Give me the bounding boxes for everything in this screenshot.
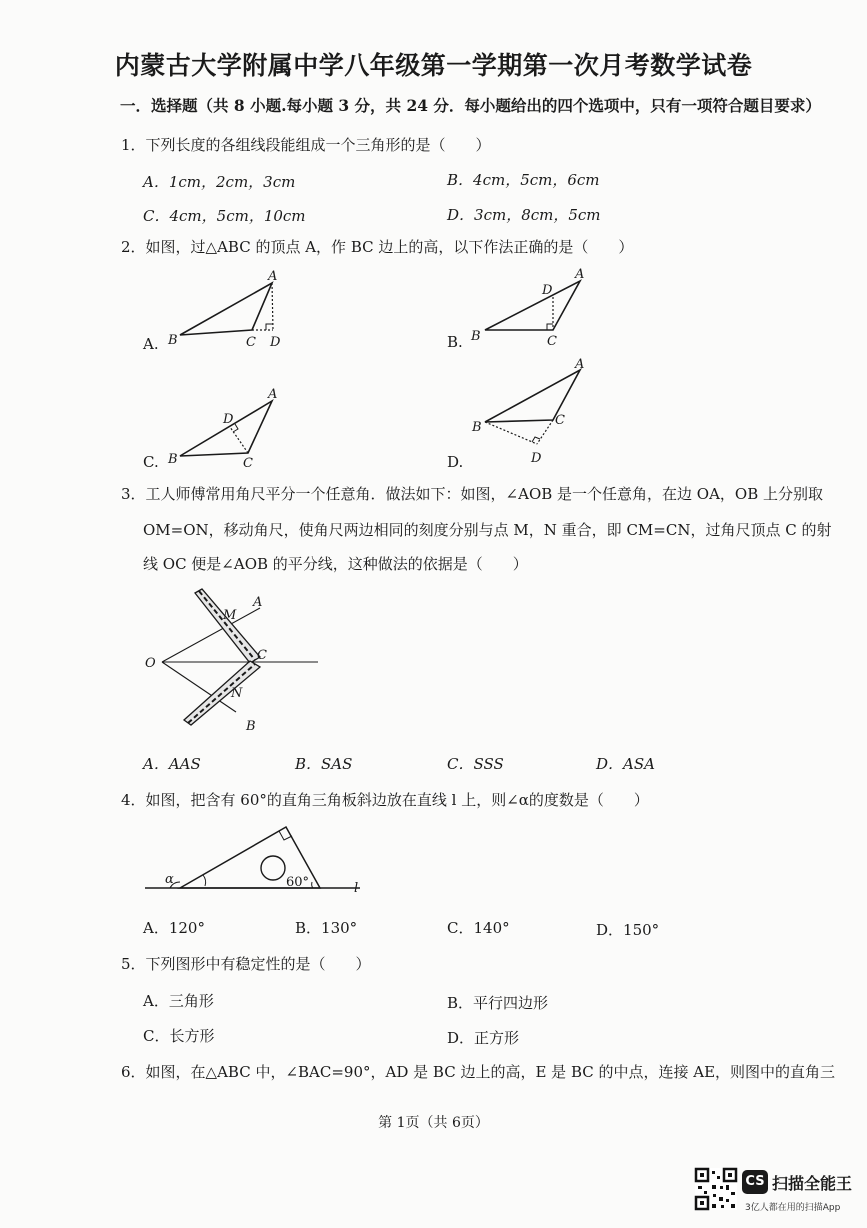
label-C: C bbox=[547, 334, 557, 349]
camscanner-name: 扫描全能王 bbox=[772, 1174, 853, 1193]
question-1-option-b: B．4cm，5cm，6cm bbox=[447, 171, 600, 189]
label-C: C bbox=[257, 648, 267, 663]
question-2-option-d: D. bbox=[447, 453, 464, 471]
question-3-option-c: C．SSS bbox=[447, 755, 504, 773]
page-footer: 第 1页（共 6页） bbox=[378, 1115, 489, 1131]
question-3-option-b: B．SAS bbox=[295, 755, 353, 773]
label-D: D bbox=[270, 335, 281, 350]
label-C: C bbox=[243, 456, 253, 471]
question-1-option-a: A．1cm，2cm，3cm bbox=[143, 173, 296, 191]
qr-code-icon bbox=[695, 1168, 737, 1210]
question-2-option-c: C. bbox=[143, 453, 159, 471]
figure-q2-a bbox=[160, 265, 300, 350]
figure-q2-d bbox=[465, 358, 605, 468]
question-4-option-a: A．120° bbox=[143, 919, 205, 937]
question-2-option-a: A. bbox=[143, 335, 159, 353]
label-B: B bbox=[472, 420, 482, 435]
label-C: C bbox=[555, 413, 565, 428]
figure-q2-c bbox=[160, 383, 300, 471]
label-B: B bbox=[471, 329, 481, 344]
label-A: A bbox=[268, 269, 278, 284]
label-line-l: l bbox=[354, 881, 359, 896]
label-A: A bbox=[253, 595, 263, 610]
label-alpha: α bbox=[165, 872, 174, 887]
question-4-stem: 4．如图，把含有 60°的直角三角板斜边放在直线 l 上，则∠α的度数是（ ） bbox=[121, 791, 649, 809]
question-5-option-a: A．三角形 bbox=[143, 992, 214, 1010]
figure-q2-b bbox=[465, 263, 605, 348]
question-1-option-c: C．4cm，5cm，10cm bbox=[143, 207, 306, 225]
label-N: N bbox=[231, 686, 243, 701]
question-5-option-d: D．正方形 bbox=[447, 1029, 520, 1047]
question-3-option-d: D．ASA bbox=[596, 755, 655, 773]
question-5-option-b: B．平行四边形 bbox=[447, 994, 549, 1012]
question-5-option-c: C．长方形 bbox=[143, 1027, 215, 1045]
figure-q4-set-square bbox=[140, 820, 380, 900]
question-1-stem: 1．下列长度的各组线段能组成一个三角形的是（ ） bbox=[121, 136, 491, 154]
label-B: B bbox=[168, 333, 178, 348]
label-B: B bbox=[246, 719, 256, 734]
question-6-stem: 6．如图，在△ABC 中，∠BAC=90°，AD 是 BC 边上的高，E 是 BC 的中点，连接 AE，则图中的直角三 bbox=[121, 1063, 836, 1081]
question-2-stem: 2．如图，过△ABC 的顶点 A，作 BC 边上的高，以下作法正确的是（ ） bbox=[121, 238, 634, 256]
label-B: B bbox=[168, 452, 178, 467]
label-D: D bbox=[531, 451, 542, 466]
question-4-option-c: C．140° bbox=[447, 919, 510, 937]
question-3-option-a: A．AAS bbox=[143, 755, 201, 773]
camscanner-logo: CS bbox=[742, 1170, 768, 1194]
label-M: M bbox=[223, 608, 237, 623]
figure-q3-angle-square bbox=[140, 585, 340, 735]
section-heading: 一．选择题（共 8 小题.每小题 3 分，共 24 分．每小题给出的四个选项中，只有一项符合题目要求） bbox=[120, 96, 821, 115]
question-3-line-3: 线 OC 便是∠AOB 的平分线，这种做法的依据是（ ） bbox=[143, 555, 528, 573]
page-title: 内蒙古大学附属中学八年级第一学期第一次月考数学试卷 bbox=[114, 51, 753, 80]
label-O: O bbox=[145, 656, 156, 671]
question-3-line-1: 3．工人师傅常用角尺平分一个任意角．做法如下：如图，∠AOB 是一个任意角，在边 OA，OB 上分别取 bbox=[121, 485, 824, 503]
question-5-stem: 5．下列图形中有稳定性的是（ ） bbox=[121, 955, 371, 973]
question-2-option-b: B. bbox=[447, 333, 463, 351]
label-D: D bbox=[223, 412, 234, 427]
label-A: A bbox=[575, 267, 585, 282]
label-A: A bbox=[575, 357, 585, 372]
question-4-option-d: D．150° bbox=[596, 921, 660, 939]
question-1-option-d: D．3cm，8cm，5cm bbox=[447, 206, 601, 224]
label-C: C bbox=[246, 335, 256, 350]
label-60-degrees: 60° bbox=[286, 875, 310, 890]
question-3-line-2: OM=ON，移动角尺，使角尺两边相同的刻度分别与点 M，N 重合，即 CM=CN，过角尺顶点 C 的射 bbox=[143, 521, 832, 539]
label-A: A bbox=[268, 387, 278, 402]
question-4-option-b: B．130° bbox=[295, 919, 358, 937]
label-D: D bbox=[542, 283, 553, 298]
camscanner-tagline: 3亿人都在用的扫描App bbox=[745, 1203, 841, 1213]
